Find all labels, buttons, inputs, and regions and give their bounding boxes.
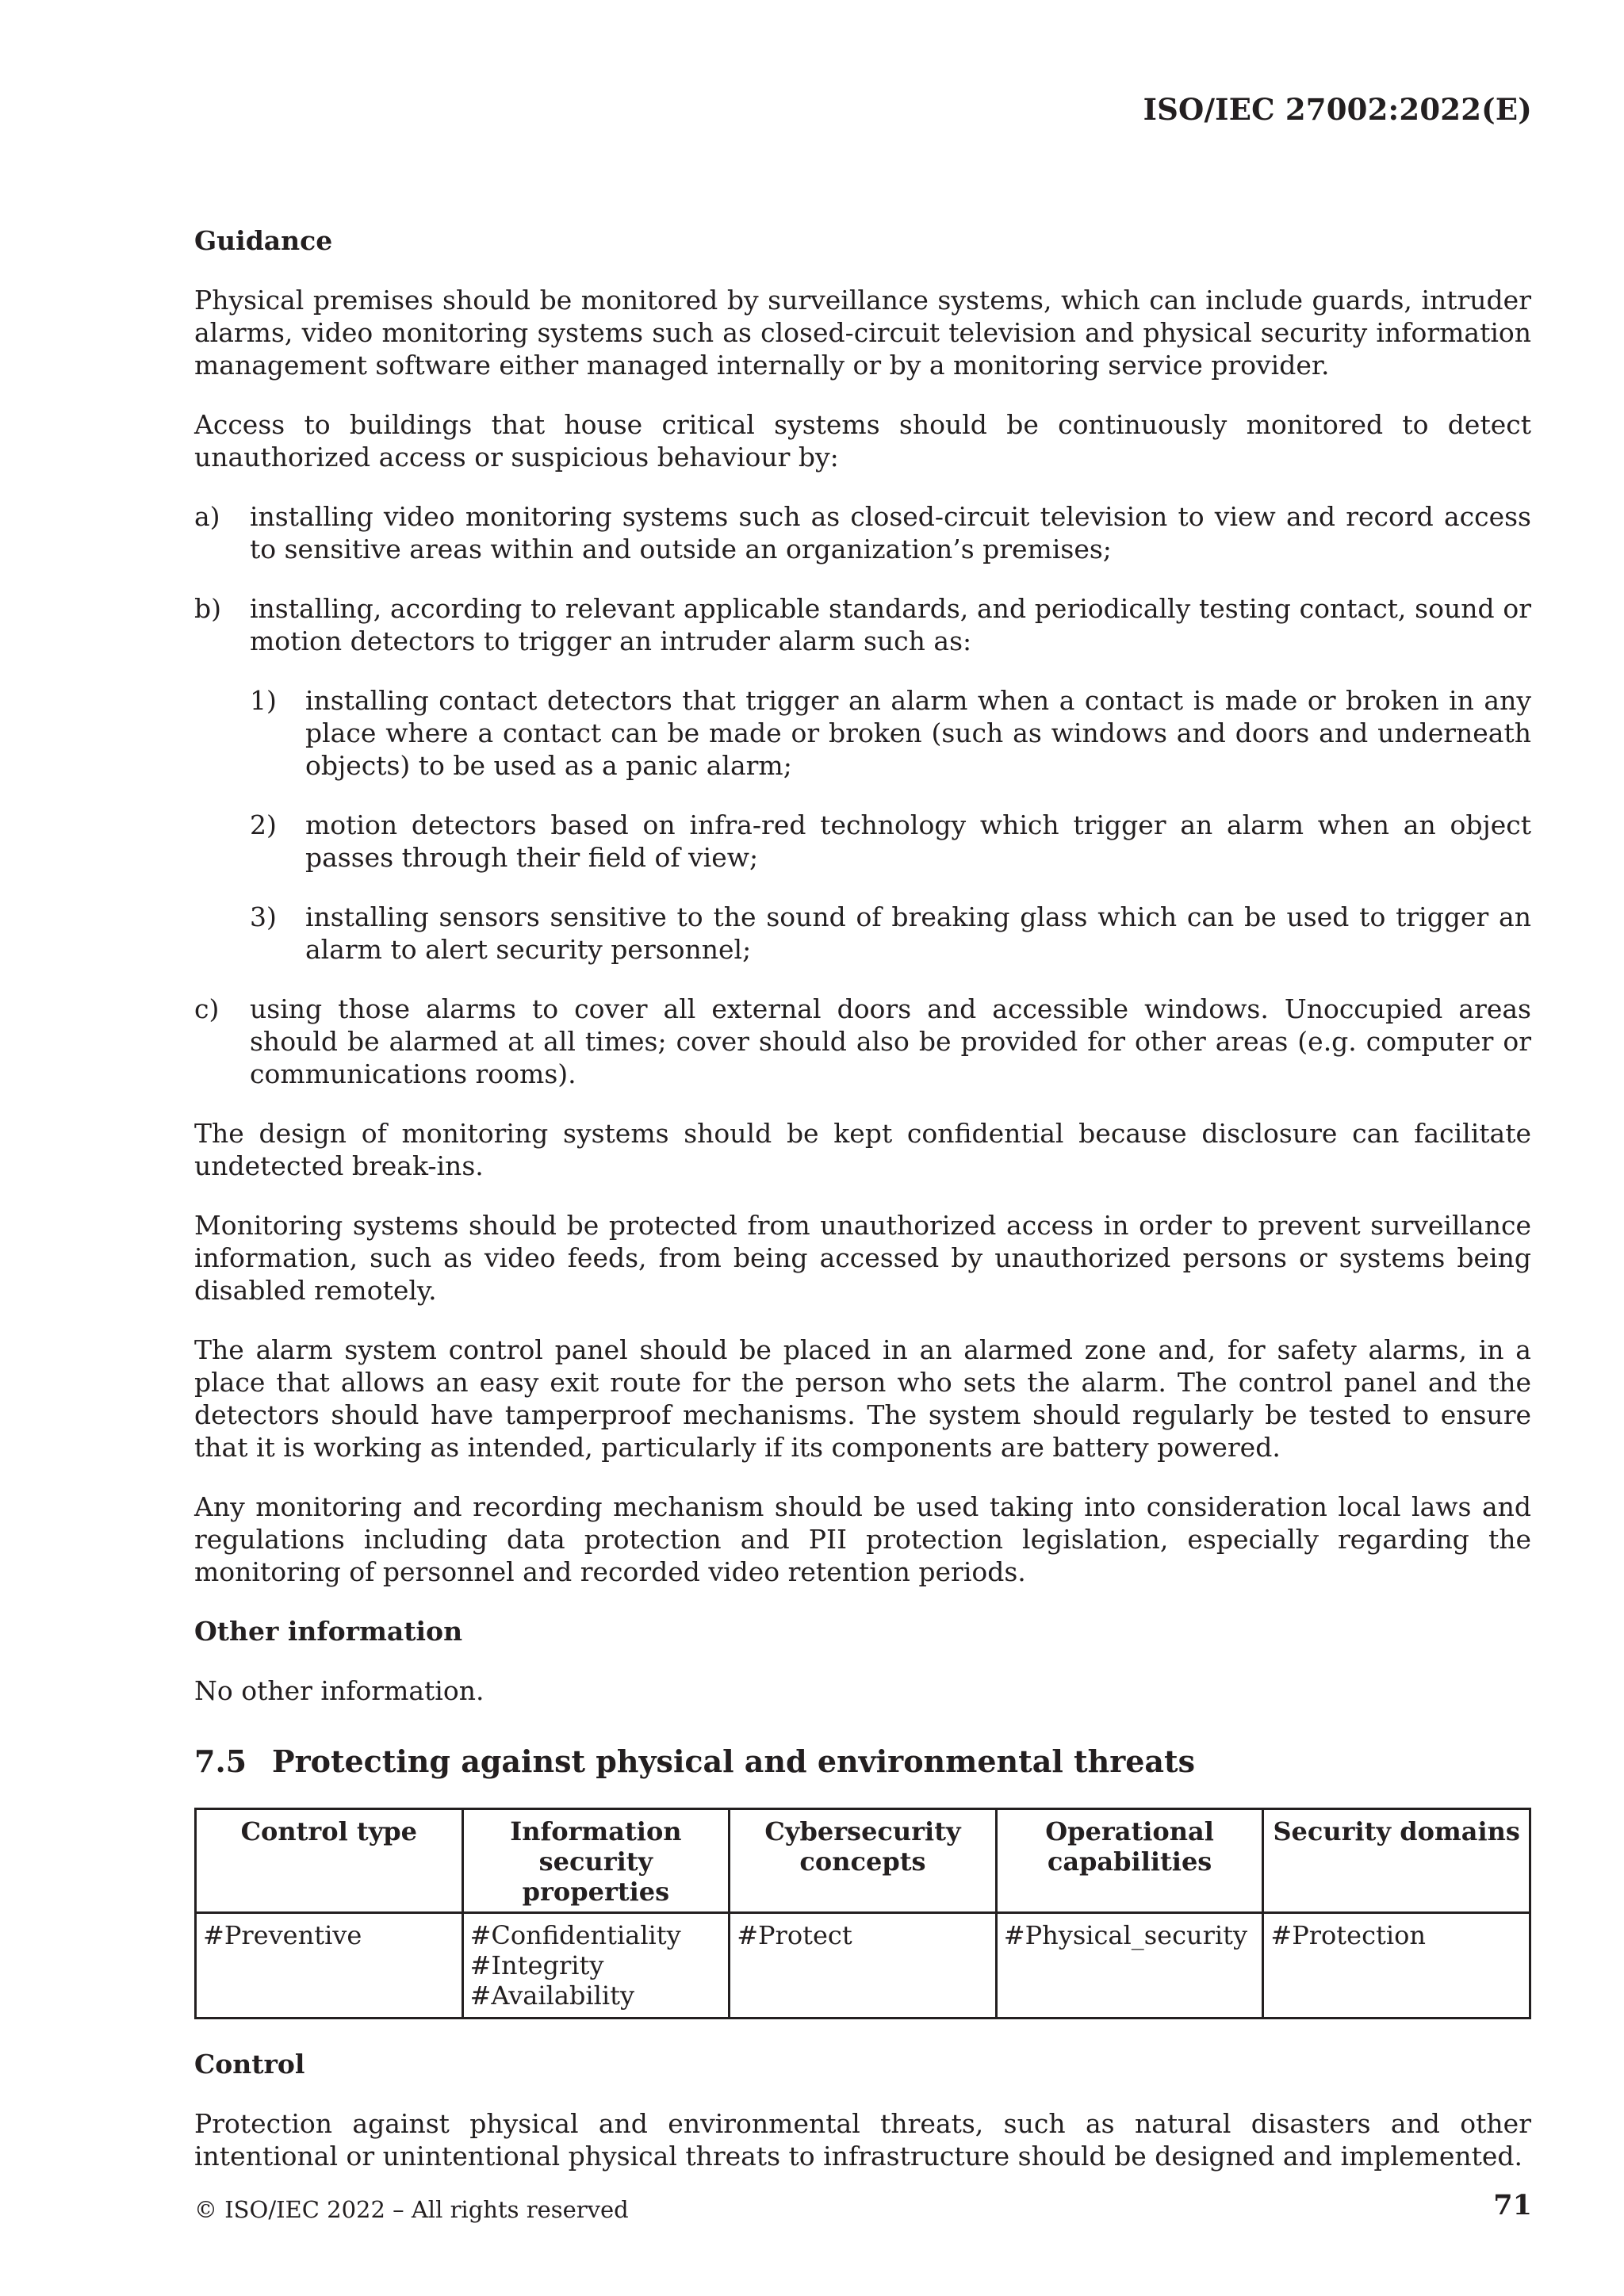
cell-line: #Integrity [469, 1950, 604, 1980]
table-header-cell [730, 1809, 997, 1913]
guidance-heading: Guidance [194, 225, 333, 256]
attributes-table [194, 1808, 1531, 2019]
sublist-item-text: installing contact detectors that trigger an alarm when a contact is made or broken in any place where a contact can be made or broken (such as windows and doors and underneath objects) to be used as a panic alarm; [305, 685, 1531, 781]
table-header-cell [196, 1809, 463, 1913]
sublist-item-text: installing sensors sensitive to the sound of breaking glass which can be used to trigger an alarm to alert security personnel; [305, 901, 1531, 965]
section-heading [194, 1745, 1531, 1777]
header-line: concepts [799, 1846, 926, 1877]
sublist-item-text: motion detectors based on infra-red technology which trigger an alarm when an object passes through their field of view; [305, 809, 1531, 873]
sublist-marker: 1) [250, 685, 277, 716]
control-heading: Control [194, 2049, 305, 2080]
sublist-item [250, 684, 1531, 782]
list-marker: b) [194, 593, 221, 624]
list-item [194, 993, 1531, 1090]
sublist-item [250, 901, 1531, 966]
page-header-standard-id: ISO/IEC 27002:2022(E) [1143, 92, 1532, 127]
list-marker: a) [194, 501, 220, 532]
header-line: Control type [240, 1816, 418, 1846]
header-line: security properties [522, 1846, 670, 1907]
list-item-text: installing, according to relevant applicable standards, and periodically testing contact, sound or motion detectors to trigger an intruder alarm such as: [250, 593, 1531, 656]
other-information-text: No other information. [194, 1675, 485, 1706]
guidance-paragraph-1: Physical premises should be monitored by surveillance systems, which can include guards, intruder alarms, video monitoring systems such as closed-circuit television and physical security information management software either managed internally or by a monitoring service provider. [194, 285, 1531, 381]
detector-sublist [250, 684, 1531, 966]
cell-line: #Protection [1270, 1920, 1426, 1950]
header-line: Security domains [1273, 1816, 1520, 1846]
guidance-paragraph-3: The design of monitoring systems should be kept confidential because disclosure can facilitate undetected break-ins. [194, 1118, 1531, 1181]
table-cell [196, 1913, 463, 2019]
header-line: Cybersecurity [764, 1816, 961, 1846]
table-header-row [196, 1809, 1530, 1913]
other-information-heading: Other information [194, 1616, 463, 1647]
sublist-item [250, 809, 1531, 874]
list-item-text: using those alarms to cover all external doors and accessible windows. Unoccupied areas should be alarmed at all times; cover should also be provided for other areas (e.g. computer or communications rooms). [250, 993, 1531, 1089]
header-line: Information [510, 1816, 682, 1846]
page-number: 71 [1493, 2189, 1532, 2221]
table-cell [996, 1913, 1263, 2019]
guidance-paragraph-2: Access to buildings that house critical systems should be continuously monitored to detect unauthorized access or suspicious behaviour by: [194, 409, 1531, 473]
sublist-marker: 2) [250, 809, 277, 840]
guidance-paragraph-4: Monitoring systems should be protected from unauthorized access in order to prevent surveillance information, such as video feeds, from being accessed by unauthorized persons or systems being disabled remotely. [194, 1210, 1531, 1306]
section-number: 7.5 [194, 1743, 247, 1779]
table-cell [462, 1913, 730, 2019]
table-header-cell [462, 1809, 730, 1913]
guidance-paragraph-5: The alarm system control panel should be placed in an alarmed zone and, for safety alarms, in a place that allows an easy exit route for the person who sets the alarm. The control panel and the detectors should have tamperproof mechanisms. The system should regularly be tested to ensure that it is working as intended, particularly if its components are battery powered. [194, 1334, 1531, 1463]
list-item-text: installing video monitoring systems such as closed-circuit television to view and record access to sensitive areas within and outside an organization’s premises; [250, 501, 1531, 564]
list-item [194, 500, 1531, 565]
cell-line: #Physical_security [1003, 1920, 1248, 1950]
table-header-cell [1263, 1809, 1530, 1913]
monitoring-list [194, 500, 1531, 1090]
cell-line: #Protect [737, 1920, 852, 1950]
cell-line: #Preventive [203, 1920, 362, 1950]
list-marker: c) [194, 993, 220, 1024]
list-item [194, 592, 1531, 966]
table-cell [1263, 1913, 1530, 2019]
section-title: Protecting against physical and environmental threats [272, 1743, 1195, 1779]
document-body [194, 224, 1531, 2199]
sublist-marker: 3) [250, 901, 277, 932]
header-line: capabilities [1047, 1846, 1212, 1877]
cell-line: #Confidentiality [469, 1920, 681, 1950]
table-row [196, 1913, 1530, 2019]
table-header-cell [996, 1809, 1263, 1913]
header-line: Operational [1045, 1816, 1214, 1846]
control-text: Protection against physical and environmental threats, such as natural disasters and other intentional or unintentional physical threats to infrastructure should be designed and implemented. [194, 2108, 1531, 2172]
footer-copyright: © ISO/IEC 2022 – All rights reserved [194, 2196, 629, 2223]
cell-line: #Availability [469, 1980, 635, 2011]
table-cell [730, 1913, 997, 2019]
guidance-paragraph-6: Any monitoring and recording mechanism should be used taking into consideration local laws and regulations including data protection and PII protection legislation, especially regarding the monitoring of personnel and recorded video retention periods. [194, 1491, 1531, 1587]
